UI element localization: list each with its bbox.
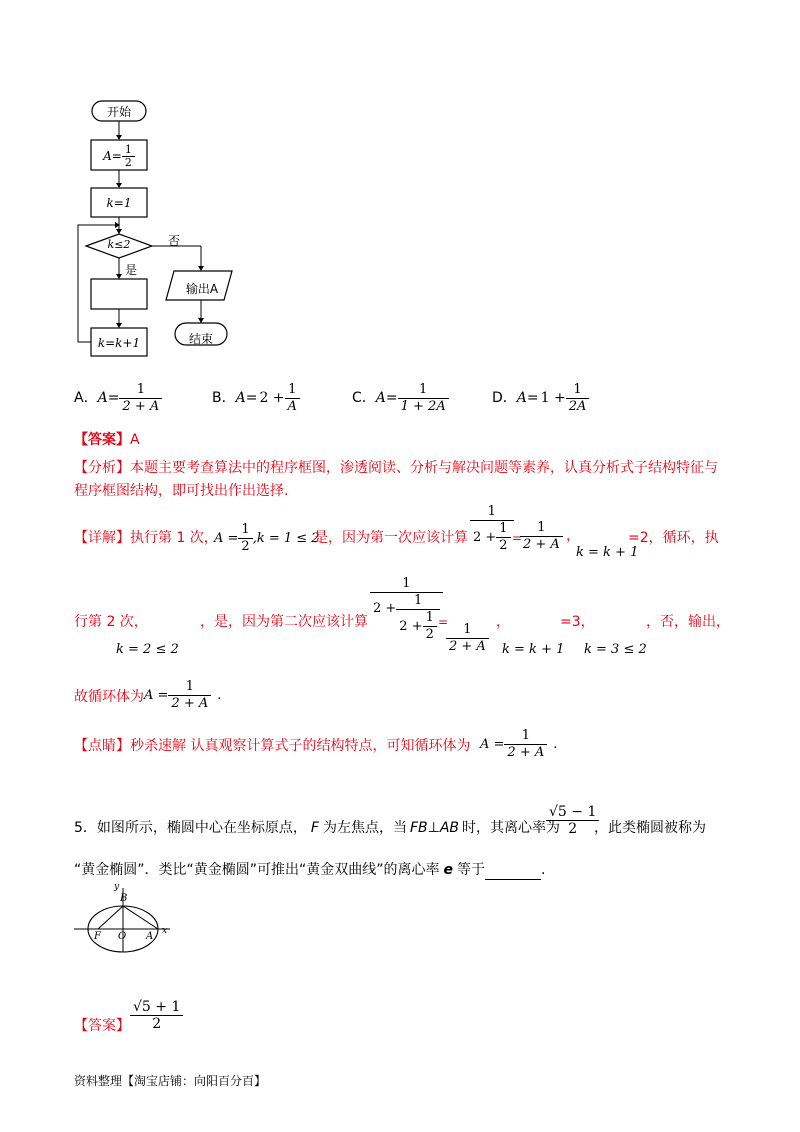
- fraction-denominator: 2: [568, 821, 578, 837]
- footer-text: 资料整理【淘宝店铺：向阳百分百】: [74, 1074, 267, 1088]
- fraction-denominator: 2: [152, 1016, 162, 1032]
- math-fraction: [238, 522, 252, 555]
- analysis-line-2: 程序框图结构，即可找出作出选择.: [74, 483, 289, 499]
- fraction-denominator: [370, 593, 443, 643]
- fraction-numerator: √5 + 1: [130, 999, 183, 1016]
- math-end: .: [553, 736, 558, 752]
- detail-p1-comma: ，: [566, 528, 580, 544]
- q5-line-2: [74, 860, 545, 880]
- option-fraction: [566, 382, 590, 415]
- detail-p1-b: 是，因为第一次应该计算: [314, 530, 468, 546]
- detail-p2-k-le3: k = 3 ≤ 2: [584, 642, 647, 657]
- cf-lhs: 2 +: [373, 601, 397, 616]
- flowchart-init-a-label: [91, 141, 147, 171]
- detail-p2-c: =3，: [560, 614, 595, 630]
- option-d: [492, 378, 589, 418]
- detail-p1-k: k = k + 1: [576, 545, 639, 560]
- detail-p2-b: ，是，因为第二次应该计算: [200, 614, 368, 630]
- comment-math: [480, 724, 557, 764]
- option-lhs: A=: [97, 390, 120, 406]
- fraction-numerator: 1: [504, 728, 547, 745]
- answer-fraction: [130, 999, 183, 1032]
- cf-lhs-inner: 2 +: [399, 618, 423, 634]
- fraction-denominator: 2: [124, 155, 132, 169]
- flowchart-output-label: 输出A: [185, 282, 219, 296]
- ellipse-label-o: O: [118, 931, 127, 942]
- fraction-denominator: 1 + 2A: [400, 398, 446, 414]
- detail-tag: 【详解】: [74, 530, 130, 546]
- option-letter: A．: [74, 390, 98, 406]
- q5-fb: FB⊥AB: [409, 820, 460, 836]
- detail-p2-result: [446, 622, 489, 655]
- inner-fraction: [496, 521, 510, 554]
- fraction-denominator: 2: [241, 538, 250, 554]
- q5-text-2b: 等于: [457, 862, 486, 878]
- comment-line: [74, 736, 470, 756]
- option-a: [74, 378, 162, 418]
- flowchart-init-k-label: k=1: [106, 196, 132, 210]
- option-prefix: 1 +: [540, 390, 566, 406]
- q5-e: e: [443, 862, 454, 878]
- fraction-numerator: 1: [122, 144, 135, 157]
- fraction-numerator: 1: [566, 382, 590, 399]
- detail-p1-math: [214, 520, 320, 556]
- detail-p3-a: 故循环体为: [74, 689, 144, 705]
- option-letter: D．: [492, 390, 517, 406]
- fraction-denominator: 2 + A: [507, 744, 545, 760]
- flowchart: [70, 95, 270, 360]
- ellipse-label-f: F: [94, 931, 101, 942]
- detail-p1-continued-fraction: [470, 504, 514, 554]
- detail-p1-c: =2，循环，执: [628, 530, 719, 546]
- answer-1: [74, 430, 140, 450]
- option-lhs: A=: [375, 390, 398, 406]
- flowchart-yes-label: 是: [125, 263, 138, 277]
- answer-2-math: [130, 999, 183, 1032]
- q5-text-2end: .: [541, 862, 546, 878]
- option-letter: B．: [212, 390, 236, 406]
- fraction-numerator: 1: [370, 576, 443, 593]
- flowchart-init-a-lhs: A=: [103, 149, 122, 163]
- q5-text-2a: “黄金椭圆”．类比“黄金椭圆”可推出“黄金双曲线”的离心率: [74, 862, 440, 878]
- q5-text-d: ，此类椭圆被称为: [594, 820, 706, 836]
- q5-text-c: 时，其离心率为: [462, 820, 561, 836]
- fraction-denominator: 2A: [568, 398, 587, 414]
- flowchart-no-label: 否: [168, 234, 181, 248]
- fraction-numerator: 1: [119, 382, 162, 399]
- option-lhs: A=: [235, 390, 258, 406]
- detail-p2-d: ，否，输出，: [646, 614, 730, 630]
- fraction-denominator: 2 + A: [171, 695, 209, 711]
- answer-value: A: [130, 432, 140, 448]
- detail-p2-eq: =: [438, 615, 449, 629]
- q5-text-b: 为左焦点，当: [322, 820, 407, 836]
- math-lhs: A =: [214, 530, 239, 546]
- fraction-denominator: 2 + A: [449, 639, 486, 654]
- flowchart-condition-label: k≤2: [107, 238, 131, 251]
- fraction-numerator: 1: [520, 520, 563, 537]
- flowchart-end-label: 结束: [188, 332, 213, 346]
- math-fraction: [168, 679, 211, 712]
- option-prefix: 2 +: [259, 390, 285, 406]
- comment-text: 秒杀速解 认真观察计算式子的结构特点，可知循环体为: [130, 738, 471, 754]
- math-fraction: [504, 728, 547, 761]
- analysis-text-1: 本题主要考查算法中的程序框图，渗透阅读、分析与解决问题等素养，认真分析式子结构特征与: [130, 460, 718, 476]
- ellipse-label-b: B: [120, 893, 128, 904]
- outer-fraction: [370, 576, 443, 643]
- fraction-numerator: 1: [423, 610, 437, 627]
- option-fraction: [119, 382, 162, 415]
- cf-lhs: 2 +: [473, 529, 497, 545]
- option-lhs: A=: [516, 390, 539, 406]
- fraction-numerator: 1: [396, 593, 440, 610]
- middle-fraction: [396, 593, 440, 643]
- detail-p1-result: [520, 520, 563, 553]
- option-fraction: [398, 382, 449, 415]
- detail-line-1-text: [74, 528, 218, 548]
- result-fraction: [520, 520, 563, 553]
- detail-p1-eq: =: [512, 531, 523, 545]
- detail-p2-k-inc: k = k + 1: [502, 642, 565, 657]
- flowchart-init-a-fraction: [122, 144, 135, 169]
- ellipse-label-y: y: [114, 882, 120, 892]
- flowchart-increment-label: k=k+1: [97, 336, 141, 350]
- fraction-numerator: 1: [285, 382, 300, 399]
- fraction-denominator: 2 + A: [122, 398, 160, 414]
- answer-tag: 【答案】: [74, 432, 130, 448]
- fraction-numerator: 1: [168, 679, 211, 696]
- fraction-denominator: 2 + A: [523, 537, 560, 552]
- math-lhs: A =: [480, 736, 505, 752]
- detail-p2-a: 行第 2 次，: [74, 614, 148, 630]
- math-lhs: A =: [144, 687, 169, 703]
- fraction-denominator: [396, 610, 440, 643]
- ellipse-label-x: x: [162, 926, 168, 936]
- analysis-line-1: [74, 458, 718, 478]
- fraction-denominator: 2: [425, 627, 434, 642]
- detail-p2-comma: ，: [496, 614, 510, 630]
- fraction-numerator: √5 − 1: [546, 804, 599, 821]
- flowchart-start-label: 开始: [106, 105, 131, 119]
- fraction-numerator: 1: [398, 382, 449, 399]
- option-letter: C．: [352, 390, 376, 406]
- flowchart-body-box: [91, 279, 147, 309]
- comment-tag: 【点睛】: [74, 738, 130, 754]
- q5-text-a: 5．如图所示，椭圆中心在坐标原点，: [74, 820, 307, 836]
- fraction-numerator: 1: [446, 622, 489, 639]
- q5-f: F: [310, 820, 319, 836]
- fraction-denominator: 2: [499, 538, 508, 553]
- math-rest: ,k = 1 ≤ 2: [252, 530, 320, 546]
- math-end: .: [217, 687, 222, 703]
- answer-blank: [485, 865, 541, 880]
- fraction-denominator: [470, 521, 514, 554]
- detail-p1-a: 执行第 1 次，: [130, 530, 218, 546]
- option-c: [352, 378, 449, 418]
- fraction-numerator: 1: [238, 522, 252, 539]
- q5-line-1: [74, 818, 560, 838]
- analysis-tag: 【分析】: [74, 460, 130, 476]
- option-fraction: [285, 382, 300, 415]
- option-b: [212, 378, 300, 418]
- fraction-numerator: 1: [470, 504, 514, 521]
- fraction-denominator: A: [287, 398, 297, 414]
- detail-p2-continued-fraction: [370, 576, 443, 643]
- answer-2-tag: 【答案】: [74, 1018, 130, 1034]
- detail-p3-math: [144, 675, 221, 715]
- inner-fraction: [423, 610, 437, 643]
- fraction-numerator: 1: [496, 521, 510, 538]
- detail-p2-k-le2: k = 2 ≤ 2: [116, 642, 179, 657]
- outer-fraction: [470, 504, 514, 554]
- ellipse-label-a: A: [146, 931, 154, 942]
- result-fraction: [446, 622, 489, 655]
- q5-eccentricity: [546, 804, 599, 837]
- eccentricity-fraction: [546, 804, 599, 837]
